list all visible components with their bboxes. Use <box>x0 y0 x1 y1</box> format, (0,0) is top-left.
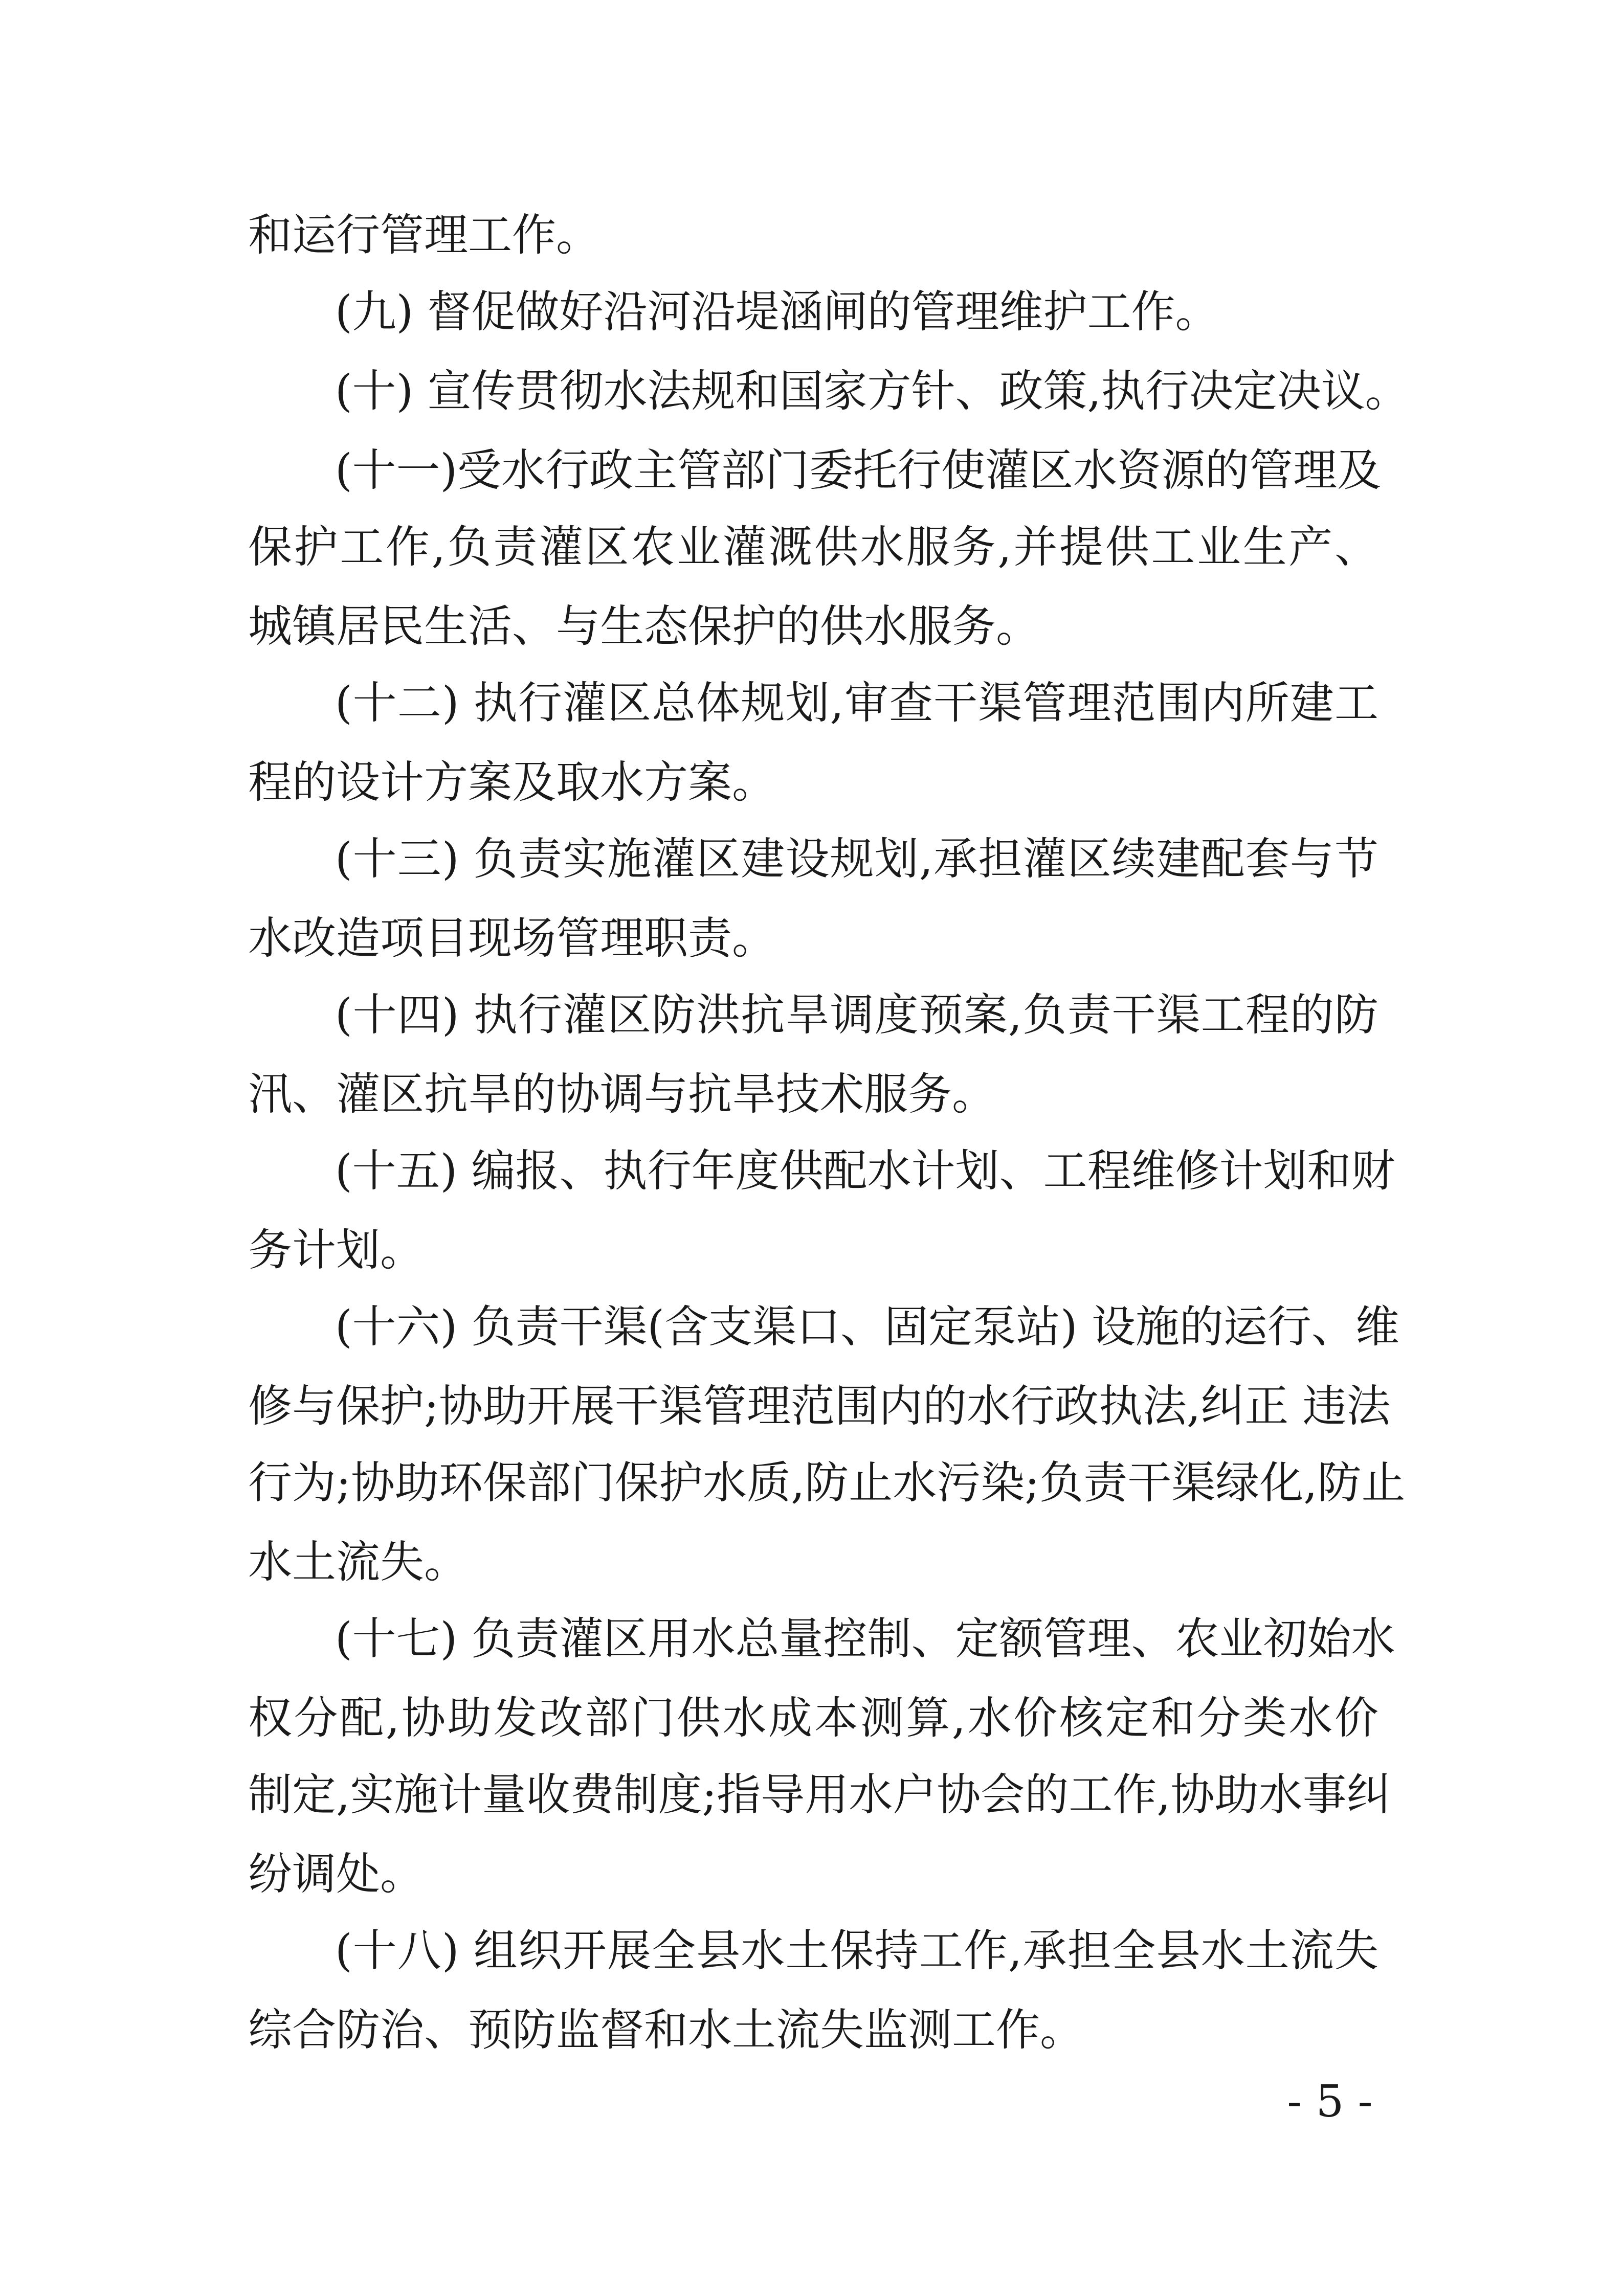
line-text: (十五) 编报、执行年度供配水计划、工程维修计划和财 <box>335 1145 1395 1197</box>
line-text: 修与保护;协助开展干渠管理范围内的水行政执法,纠正 违法 <box>248 1381 1391 1432</box>
line-text: 综合防治、预防监督和水土流失监测工作。 <box>248 2005 1084 2056</box>
page-number: - 5 - <box>1287 2076 1373 2127</box>
text-line <box>0 588 1624 665</box>
text-line <box>0 1524 1624 1601</box>
line-text: 保护工作,负责灌区农业灌溉供水服务,并提供工业生产、 <box>248 522 1378 573</box>
text-line <box>0 1680 1624 1757</box>
text-line <box>0 1912 1624 1989</box>
text-line <box>0 1133 1624 1209</box>
line-text: 程的设计方案及取水方案。 <box>248 757 776 808</box>
line-text: 行为;协助环保部门保护水质,防止水污染;负责干渠绿化,防止 <box>248 1457 1406 1509</box>
line-text: (十三) 负责实施灌区建设规划,承担灌区续建配套与节 <box>335 834 1378 885</box>
text-line <box>0 197 1624 274</box>
line-text: (九) 督促做好沿河沿堤涵闸的管理维护工作。 <box>335 286 1219 337</box>
text-line <box>0 1212 1624 1289</box>
text-line <box>0 1445 1624 1521</box>
line-text: (十七) 负责灌区用水总量控制、定额管理、农业初始水 <box>335 1613 1395 1664</box>
line-text: 城镇居民生活、与生态保护的供水服务。 <box>248 601 1040 652</box>
text-line <box>0 1056 1624 1133</box>
text-line <box>0 1368 1624 1445</box>
line-text: (十四) 执行灌区防洪抗旱调度预案,负责干渠工程的防 <box>335 989 1378 1041</box>
text-line <box>0 509 1624 586</box>
line-text: 和运行管理工作。 <box>248 210 600 261</box>
line-text: (十二) 执行灌区总体规划,审查干渠管理范围内所建工 <box>335 678 1378 729</box>
text-line <box>0 432 1624 509</box>
line-text: (十六) 负责干渠(含支渠口、固定泵站) 设施的运行、维 <box>335 1301 1399 1353</box>
text-line <box>0 1757 1624 1833</box>
text-line <box>0 977 1624 1053</box>
text-line <box>0 665 1624 741</box>
text-line <box>0 1289 1624 1365</box>
text-line <box>0 900 1624 977</box>
line-text: 水土流失。 <box>248 1537 468 1588</box>
line-text: (十一)受水行政主管部门委托行使灌区水资源的管理及 <box>335 445 1382 496</box>
line-text: 纷调处。 <box>248 1849 424 1900</box>
text-line <box>0 1601 1624 1677</box>
text-line <box>0 274 1624 350</box>
line-text: 汛、灌区抗旱的协调与抗旱技术服务。 <box>248 1069 996 1120</box>
text-line <box>0 744 1624 821</box>
text-line <box>0 1992 1624 2068</box>
line-text: 制定,实施计量收费制度;指导用水户协会的工作,协助水事纠 <box>248 1769 1391 1820</box>
text-line <box>0 353 1624 430</box>
text-line <box>0 821 1624 897</box>
line-text: 水改造项目现场管理职责。 <box>248 913 776 964</box>
line-text: (十八) 组织开展全县水土保持工作,承担全县水土流失 <box>335 1925 1378 1976</box>
text-line <box>0 1836 1624 1912</box>
line-text: 权分配,协助发改部门供水成本测算,水价核定和分类水价 <box>248 1693 1378 1744</box>
line-text: 务计划。 <box>248 1225 424 1276</box>
line-text: (十) 宣传贯彻水法规和国家方针、政策,执行决定决议。 <box>335 366 1409 417</box>
